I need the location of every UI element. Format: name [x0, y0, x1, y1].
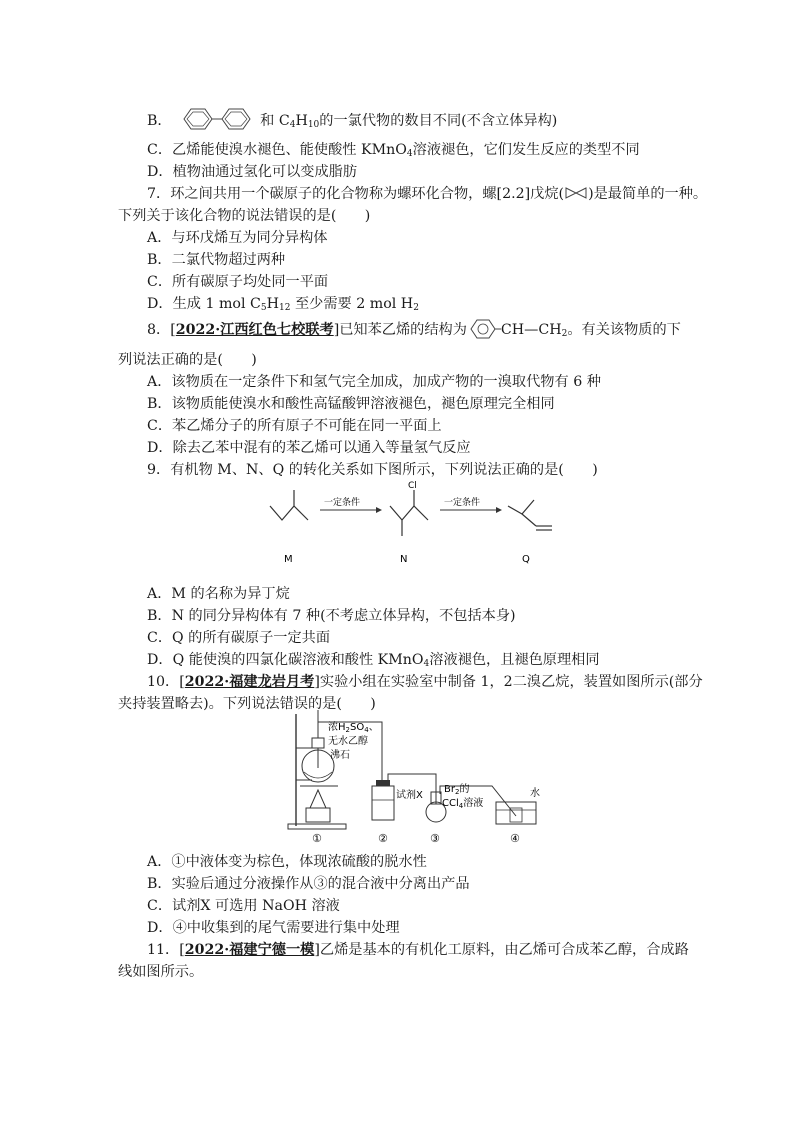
q6-option-c: C．乙烯能使溴水褪色、能使酸性 KMnO$_4$溶液褪色，它们发生反应的类型不同 [147, 142, 640, 159]
q7-option-a: A．与环戊烯互为同分异构体 [147, 230, 328, 246]
q11-source-tag: 2022·福建宁德一模 [184, 942, 315, 958]
app-label-acid: 浓H [328, 722, 346, 733]
q10-source-tag: 2022·福建龙岩月考 [184, 674, 315, 690]
q7-option-b: B．二氯代物超过两种 [147, 252, 286, 268]
condition-2: 一定条件 [444, 498, 481, 508]
ccl4-label: CCl [442, 798, 459, 809]
benzene-ring-icon [467, 318, 501, 340]
q8-source-tag: 2022·江西红色七校联考 [175, 322, 334, 338]
app-label-boiling-chips: 沸石 [330, 750, 350, 761]
apparatus-number-4: ④ [510, 832, 520, 845]
q8-option-b: B．该物质能使溴水和酸性高锰酸钾溶液褪色，褪色原理完全相同 [147, 396, 555, 412]
q10-apparatus-diagram [286, 708, 556, 848]
q6-option-d: D．植物油通过氢化可以变成脂肪 [147, 164, 358, 180]
label-n: N [400, 554, 408, 565]
q7-option-c: C．所有碳原子均处同一平面 [147, 274, 329, 290]
q6-option-b: B． 和 $C_4H_{10}$的一氯代物的数目不同(不含立体异构) [147, 106, 557, 132]
q8-option-a: A．该物质在一定条件下和氢气完全加成，加成产物的一溴取代物有 6 种 [147, 374, 601, 390]
label-cl: Cl [408, 481, 417, 491]
q10-stem-line1: 10．[2022·福建龙岩月考]实验小组在实验室中制备 1，2二溴乙烷，装置如图所示(部分 [147, 674, 703, 690]
reagent-x-label: 试剂X [396, 790, 423, 801]
q9-option-a: A．M 的名称为异丁烷 [147, 586, 290, 602]
water-label: 水 [530, 788, 540, 799]
label-q: Q [522, 554, 530, 565]
q11-stem-line2: 线如图所示。 [118, 964, 204, 980]
spiropentane-structure-icon [564, 186, 588, 200]
br2-label: Br [444, 784, 455, 795]
svg-text:浓H2SO4、: 浓$H_2SO_4$、 [328, 722, 379, 734]
q10-option-c: C．试剂X 可选用 NaOH 溶液 [147, 898, 340, 914]
biphenyl-structure-icon [176, 106, 260, 132]
app-label-ethanol: 无水乙醇 [328, 736, 368, 747]
apparatus-number-3: ③ [430, 832, 440, 845]
q9-option-d: D．Q 能使溴的四氯化碳溶液和酸性 KMnO$_4$溶液褪色，且褪色原理相同 [147, 652, 600, 669]
svg-text:CCl4溶液: CCl$_4$溶液 [442, 798, 484, 810]
q10-stem-line2: 夹持装置略去)。下列说法错误的是( ) [118, 696, 376, 712]
q7-stem-line1: 7．环之间共用一个碳原子的化合物称为螺环化合物，螺[2.2]戊烷( )是最简单的一种。 [147, 186, 708, 202]
q10-option-a: A．①中液体变为棕色，体现浓硫酸的脱水性 [147, 854, 427, 870]
q9-reaction-scheme [264, 478, 584, 568]
apparatus-number-2: ② [378, 832, 388, 845]
q9-stem: 9．有机物 M、N、Q 的转化关系如下图所示，下列说法正确的是( ) [147, 462, 598, 478]
svg-text:Br2的: $Br_2$的 [444, 784, 470, 796]
q11-stem-line1: 11．[2022·福建宁德一模]乙烯是基本的有机化工原料，由乙烯可合成苯乙醇，合成路 [147, 942, 689, 958]
q7-option-d: D．生成 1 mol $C_5H_{12}$ 至少需要 2 mol $H_2$ [147, 296, 419, 313]
q10-option-d: D．④中收集到的尾气需要进行集中处理 [147, 920, 400, 936]
q8-stem-line2: 列说法正确的是( ) [118, 352, 257, 368]
q9-option-b: B．N 的同分异构体有 7 种(不考虑立体异构，不包括本身) [147, 608, 516, 624]
q8-option-c: C．苯乙烯分子的所有原子不可能在同一平面上 [147, 418, 442, 434]
q7-stem-line2: 下列关于该化合物的说法错误的是( ) [118, 208, 371, 224]
apparatus-number-1: ① [312, 832, 322, 845]
q10-option-b: B．实验后通过分液操作从③的混合液中分离出产品 [147, 876, 470, 892]
q8-option-d: D．除去乙苯中混有的苯乙烯可以通入等量氢气反应 [147, 440, 471, 456]
condition-1: 一定条件 [324, 498, 361, 508]
q9-option-c: C．Q 的所有碳原子一定共面 [147, 630, 331, 646]
label-m: M [284, 554, 293, 565]
q8-stem-line1: 8．[2022·江西红色七校联考]已知苯乙烯的结构为 $CH—CH_2$。有关该物质的下 [147, 318, 681, 340]
